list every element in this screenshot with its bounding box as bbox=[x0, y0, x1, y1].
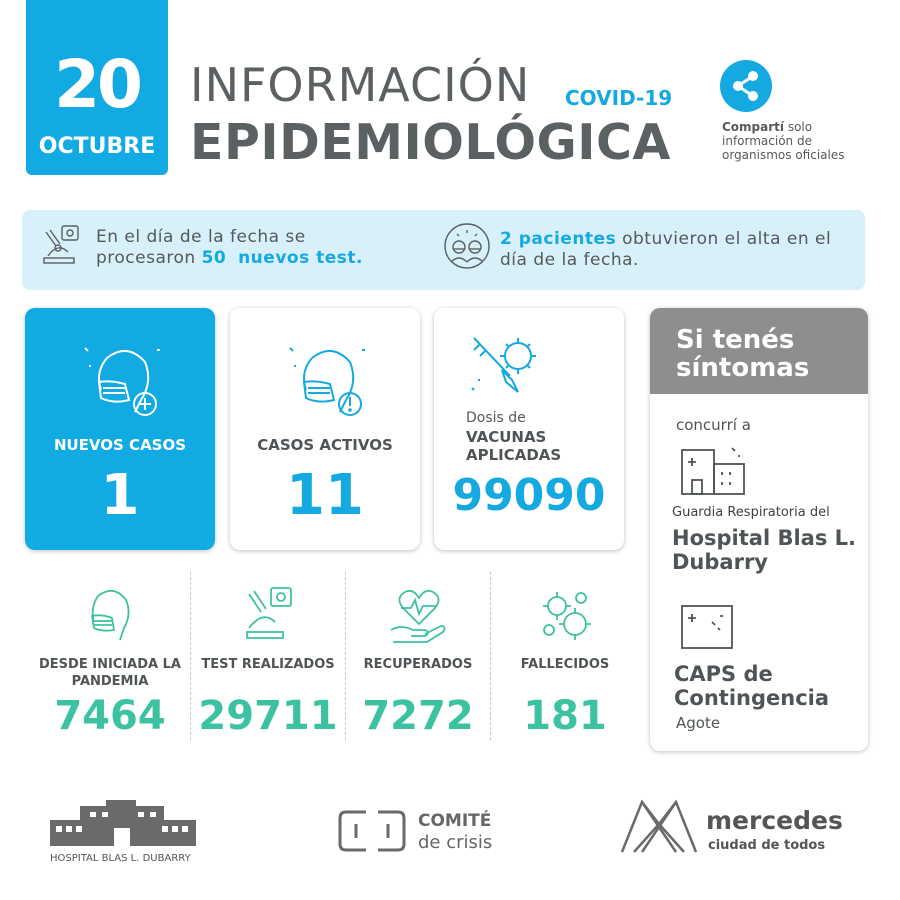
hospital-logo bbox=[50, 798, 196, 848]
virus-icon bbox=[535, 584, 597, 646]
stat-test-label: TEST REALIZADOS bbox=[201, 657, 335, 672]
nuevos-casos-value: 1 bbox=[100, 463, 140, 528]
vacunas-pre: Dosis de bbox=[466, 410, 526, 426]
place1-name: Hospital Blas L. Dubarry bbox=[672, 526, 856, 574]
vaccine-syringe-icon bbox=[466, 330, 546, 402]
symptoms-header bbox=[650, 308, 868, 394]
stat-fallecidos-label: FALLECIDOS bbox=[520, 657, 610, 672]
vacunas-label: VACUNAS APLICADAS bbox=[466, 428, 562, 464]
hospital-building-icon bbox=[678, 442, 750, 498]
heart-hand-icon bbox=[387, 584, 451, 646]
card-vacunas bbox=[434, 308, 624, 550]
comite-logo-icon bbox=[336, 806, 408, 856]
stat-pandemia-label: DESDE INICIADA LA PANDEMIA bbox=[39, 657, 181, 689]
symptoms-panel bbox=[650, 308, 868, 751]
clinic-building-icon bbox=[678, 602, 740, 652]
date-month: OCTUBRE bbox=[38, 134, 156, 159]
place2-sub: Agote bbox=[676, 714, 721, 732]
stat-fallecidos-value: 181 bbox=[523, 693, 607, 739]
stat-test-value: 29711 bbox=[198, 693, 338, 739]
date-box bbox=[26, 0, 168, 175]
divider bbox=[190, 572, 191, 740]
share-note-bold: Compartí bbox=[722, 120, 785, 134]
info-discharges-rest: obtuvieron el alta en el día de la fecha. bbox=[500, 229, 832, 270]
nuevos-casos-label: NUEVOS CASOS bbox=[53, 436, 187, 454]
vacunas-value: 99090 bbox=[452, 470, 606, 521]
casos-activos-label: CASOS ACTIVOS bbox=[257, 436, 393, 454]
casos-activos-value: 11 bbox=[286, 463, 364, 528]
face-mask-alert-icon bbox=[282, 338, 372, 428]
microscope-icon bbox=[239, 584, 299, 646]
mercedes-title: mercedes bbox=[706, 806, 843, 835]
stat-recuperados-label: RECUPERADOS bbox=[363, 657, 473, 672]
place2-name: CAPS de Contingencia bbox=[674, 662, 830, 710]
face-mask-icon bbox=[80, 584, 140, 646]
comite-title: COMITÉ bbox=[418, 811, 492, 831]
info-tests-pre: En el día de la fecha se procesaron bbox=[96, 227, 306, 268]
share-note bbox=[722, 120, 872, 162]
place1-pre: Guardia Respiratoria del bbox=[672, 505, 830, 520]
mercedes-subtitle: ciudad de todos bbox=[708, 838, 826, 853]
card-casos-activos bbox=[230, 308, 420, 550]
face-mask-plus-icon bbox=[77, 338, 167, 428]
microscope-icon bbox=[38, 222, 84, 268]
share-icon[interactable] bbox=[720, 60, 772, 112]
stat-pandemia-value: 7464 bbox=[54, 693, 166, 739]
info-discharges-text bbox=[500, 229, 860, 271]
share-note-rest: solo información de organismos oficiales bbox=[722, 120, 845, 162]
title-epidemiologica: EPIDEMIOLÓGICA bbox=[190, 114, 671, 171]
title-informacion: INFORMACIÓN bbox=[190, 58, 531, 112]
symptoms-intro: concurrí a bbox=[676, 416, 751, 434]
info-tests-text bbox=[96, 227, 406, 269]
info-tests-highlight: nuevos test. bbox=[238, 248, 363, 268]
info-tests-number: 50 bbox=[201, 248, 227, 268]
patients-icon bbox=[443, 222, 491, 270]
hospital-logo-text: HOSPITAL BLAS L. DUBARRY bbox=[50, 853, 191, 864]
symptoms-title: Si tenés síntomas bbox=[676, 325, 810, 383]
card-nuevos-casos bbox=[25, 308, 215, 550]
info-discharges-highlight: 2 pacientes bbox=[500, 229, 617, 249]
comite-subtitle: de crisis bbox=[418, 832, 493, 853]
stat-recuperados-value: 7272 bbox=[362, 693, 474, 739]
mercedes-logo-icon bbox=[618, 796, 700, 856]
date-day: 20 bbox=[54, 46, 140, 123]
title-covid-tag: COVID-19 bbox=[565, 86, 673, 110]
